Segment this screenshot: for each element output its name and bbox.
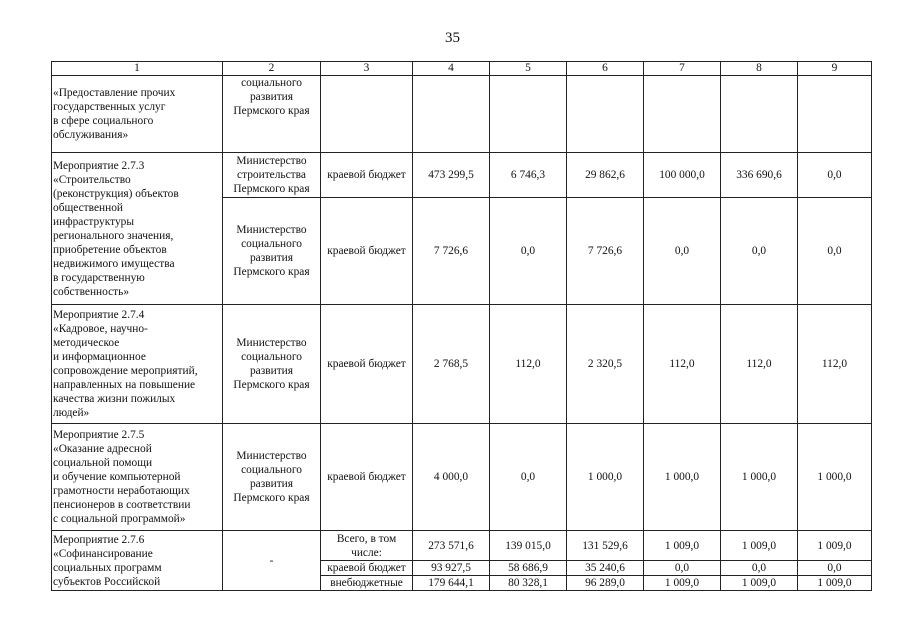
value-cell: 1 000,0 [567,424,644,531]
value-cell: 1 009,0 [798,576,872,591]
value-cell: 6 746,3 [490,153,567,198]
source-cell: краевой бюджет [321,561,413,576]
value-cell: 7 726,6 [413,198,490,305]
value-cell: 139 015,0 [490,531,567,561]
value-cell: 0,0 [490,198,567,305]
value-cell: 179 644,1 [413,576,490,591]
value-cell: 112,0 [798,305,872,424]
activity-cell: Мероприятие 2.7.5 «Оказание адресной социальной помощи и обучение компьютерной грамотности неработающих пенсионеров в соответствии с социальной программой» [52,424,223,531]
activity-cell: Мероприятие 2.7.4 «Кадровое, научно- методическое и информационное сопровождение мероприятий, направленных на повышение качества жизни пожилых людей» [52,305,223,424]
value-cell: 336 690,6 [721,153,798,198]
value-cell: 112,0 [644,305,721,424]
value-cell: 1 009,0 [721,531,798,561]
value-cell: 100 000,0 [644,153,721,198]
value-cell: 0,0 [721,198,798,305]
value-cell [490,76,567,153]
page-number: 35 [445,30,460,46]
source-cell: краевой бюджет [321,153,413,198]
column-header: 3 [321,62,413,76]
value-cell: 0,0 [644,198,721,305]
source-cell: краевой бюджет [321,424,413,531]
value-cell [798,76,872,153]
value-cell: 29 862,6 [567,153,644,198]
value-cell: 112,0 [721,305,798,424]
table-row [52,76,872,153]
column-header: 2 [223,62,321,76]
value-cell: 80 328,1 [490,576,567,591]
executor-cell: Министерство социального развития Пермского края [223,424,321,531]
value-cell: 0,0 [644,561,721,576]
value-cell: 1 000,0 [644,424,721,531]
value-cell: 4 000,0 [413,424,490,531]
value-cell: 1 000,0 [721,424,798,531]
value-cell: 273 571,6 [413,531,490,561]
source-cell: краевой бюджет [321,198,413,305]
value-cell: 0,0 [721,561,798,576]
value-cell: 96 289,0 [567,576,644,591]
executor-cell: Министерство социального развития Пермского края [223,198,321,305]
value-cell: 93 927,5 [413,561,490,576]
value-cell [644,76,721,153]
value-cell: 1 009,0 [721,576,798,591]
table-row [52,305,872,424]
value-cell: 35 240,6 [567,561,644,576]
budget-table [51,61,872,591]
header-row [52,62,872,76]
value-cell: 1 009,0 [644,531,721,561]
source-cell [321,76,413,153]
value-cell: 473 299,5 [413,153,490,198]
value-cell [721,76,798,153]
column-header: 8 [721,62,798,76]
source-cell: Всего, в том числе: [321,531,413,561]
value-cell: 1 000,0 [798,424,872,531]
value-cell: 0,0 [798,561,872,576]
column-header: 4 [413,62,490,76]
value-cell [567,76,644,153]
table-row [52,424,872,531]
value-cell: 2 320,5 [567,305,644,424]
value-cell: 0,0 [798,198,872,305]
value-cell: 112,0 [490,305,567,424]
column-header: 7 [644,62,721,76]
activity-cell: Мероприятие 2.7.3 «Строительство (реконструкция) объектов общественной инфраструктуры регионального значения, приобретение объектов недвижимого имущества в государственную собственность» [52,153,223,305]
source-cell: краевой бюджет [321,305,413,424]
value-cell: 1 009,0 [798,531,872,561]
value-cell: 1 009,0 [644,576,721,591]
value-cell [413,76,490,153]
value-cell: 131 529,6 [567,531,644,561]
value-cell: 2 768,5 [413,305,490,424]
column-header: 6 [567,62,644,76]
column-header: 5 [490,62,567,76]
column-header: 9 [798,62,872,76]
executor-cell: - [223,531,321,591]
executor-cell: Министерство социального развития Пермского края [223,305,321,424]
value-cell: 0,0 [798,153,872,198]
value-cell: 0,0 [490,424,567,531]
value-cell: 58 686,9 [490,561,567,576]
executor-cell: социального развития Пермского края [223,76,321,153]
table-row [52,153,872,198]
source-cell: внебюджетные [321,576,413,591]
value-cell: 7 726,6 [567,198,644,305]
activity-cell: «Предоставление прочих государственных услуг в сфере социального обслуживания» [52,76,223,153]
column-header: 1 [52,62,223,76]
executor-cell: Министерство строительства Пермского края [223,153,321,198]
table-row [52,531,872,561]
activity-cell: Мероприятие 2.7.6 «Софинансирование социальных программ субъектов Российской [52,531,223,591]
